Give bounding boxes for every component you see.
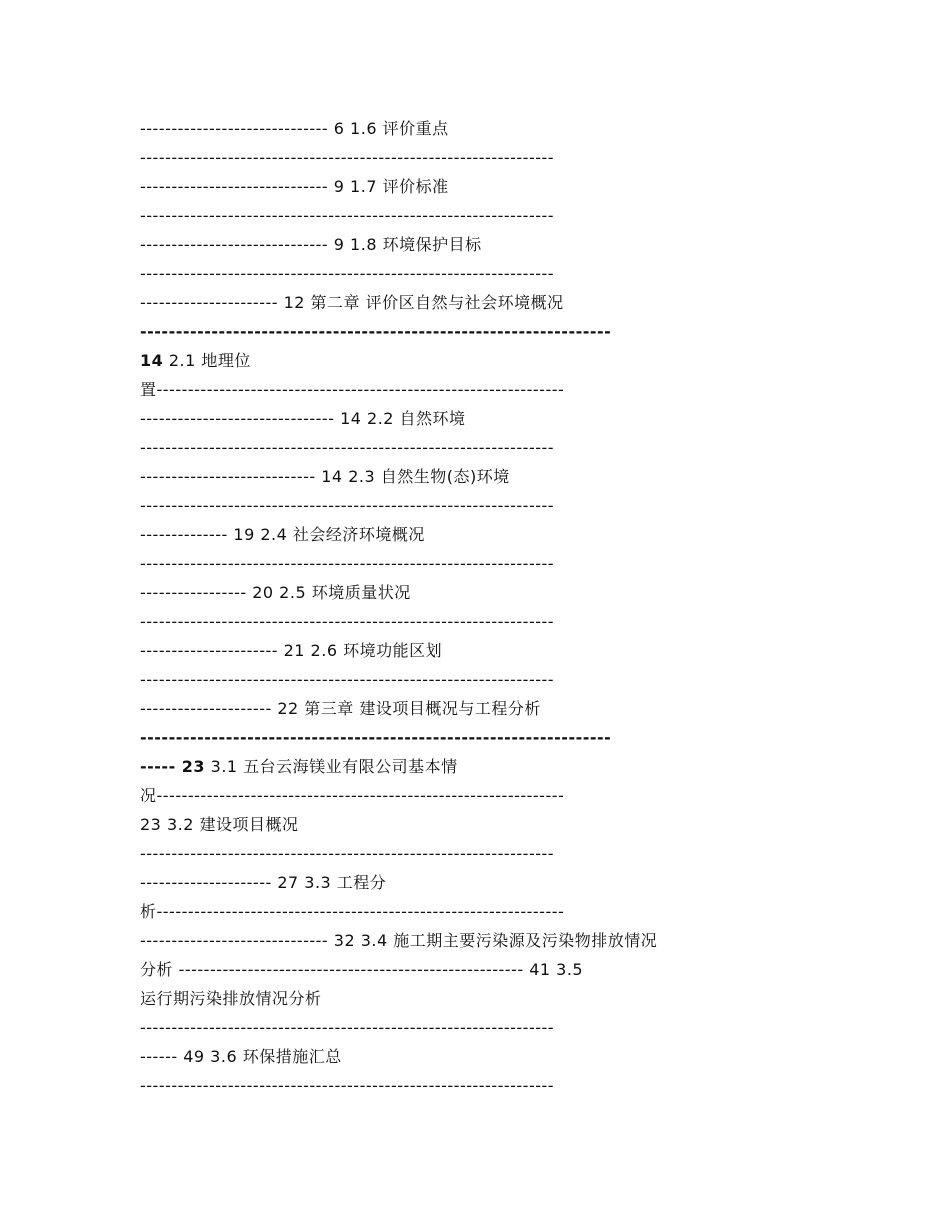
- toc-line: ------------------------------------------------------------------: [140, 670, 555, 689]
- toc-line: ----------------- 20 2.5 环境质量状况: [140, 583, 411, 602]
- toc-line: ------------------------------------------------------------------: [140, 1018, 555, 1037]
- toc-line: ---------------------- 21 2.6 环境功能区划: [140, 641, 443, 660]
- toc-line: -------------- 19 2.4 社会经济环境概况: [140, 525, 425, 544]
- toc-line: 置-----------------------------------------------------------------: [140, 380, 565, 399]
- toc-line: ------------------------------------------------------------------: [140, 612, 555, 631]
- toc-line: 析-----------------------------------------------------------------: [140, 902, 565, 921]
- toc-page-number: 14: [140, 351, 164, 370]
- toc-line: ------------------------------------------------------------------: [140, 264, 555, 283]
- toc-line: ---------------------------- 14 2.3 自然生物(态)环境: [140, 467, 510, 486]
- toc-entry-text: 3.1 五台云海镁业有限公司基本情: [205, 757, 458, 776]
- toc-line: ------------------------------------------------------------------: [140, 844, 555, 863]
- toc-line: ------------------------------------------------------------------: [140, 1076, 555, 1095]
- toc-line: 况-----------------------------------------------------------------: [140, 786, 565, 805]
- toc-line: ------ 49 3.6 环保措施汇总: [140, 1047, 342, 1066]
- toc-line: 运行期污染排放情况分析: [140, 989, 322, 1008]
- toc-page: [140, 114, 810, 1100]
- toc-line: ------------------------------------------------------------------: [140, 438, 555, 457]
- toc-entry-text: 2.1 地理位: [163, 351, 251, 370]
- toc-line: ------------------------------------------------------------------: [140, 496, 555, 515]
- toc-page-number: ----- 23: [140, 757, 206, 776]
- toc-line: --------------------- 27 3.3 工程分: [140, 873, 387, 892]
- toc-line: ------------------------------------------------------------------: [140, 206, 555, 225]
- toc-line: [140, 346, 810, 375]
- toc-line: 23 3.2 建设项目概况: [140, 815, 299, 834]
- toc-line: ------------------------------------------------------------------: [140, 554, 555, 573]
- toc-line: ------------------------------------------------------------------: [140, 728, 612, 747]
- toc-line: --------------------- 22 第三章 建设项目概况与工程分析: [140, 699, 541, 718]
- toc-line: ------------------------------ 9 1.7 评价标准: [140, 177, 449, 196]
- toc-line: ------------------------------------------------------------------: [140, 322, 612, 341]
- toc-line: [140, 752, 810, 781]
- toc-line: ------------------------------ 6 1.6 评价重点: [140, 119, 449, 138]
- toc-line: 分析 ------------------------------------------------------- 41 3.5: [140, 960, 584, 979]
- toc-line: ------------------------------ 32 3.4 施工期主要污染源及污染物排放情况: [140, 931, 658, 950]
- toc-line: ---------------------- 12 第二章 评价区自然与社会环境概况: [140, 293, 564, 312]
- toc-line: ------------------------------------------------------------------: [140, 148, 555, 167]
- toc-line: ------------------------------- 14 2.2 自然环境: [140, 409, 466, 428]
- toc-line: ------------------------------ 9 1.8 环境保护目标: [140, 235, 482, 254]
